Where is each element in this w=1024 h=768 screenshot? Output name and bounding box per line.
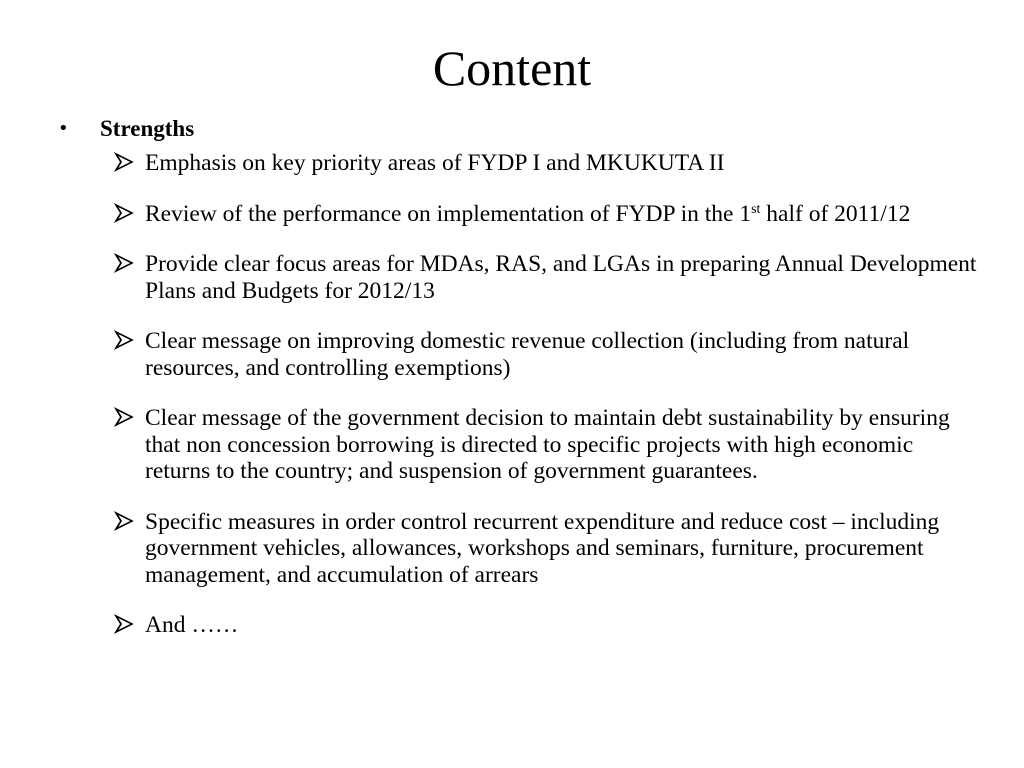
arrowhead-bullet-icon (113, 252, 135, 274)
slide-title: Content (432, 40, 592, 96)
section-heading: Strengths (100, 116, 195, 141)
list-item (113, 405, 983, 485)
list-item (113, 251, 983, 304)
arrowhead-bullet-icon (113, 406, 135, 428)
ordinal-superscript: st (751, 201, 761, 217)
list-item (113, 612, 983, 639)
list-item (113, 150, 983, 177)
arrowhead-bullet-icon (113, 613, 135, 635)
list-item (113, 328, 983, 381)
list-item-text: Clear message of the government decision to maintain debt sustainability by ensuring that non concession borrowing is directed to specific projects with high economic returns to the country; and suspension of government guarantees. (145, 405, 950, 484)
arrowhead-bullet-icon (113, 329, 135, 351)
list-item-text: And …… (145, 612, 239, 638)
strengths-list (113, 150, 983, 663)
list-item-text (145, 201, 910, 227)
list-item-text: Clear message on improving domestic revenue collection (including from natural resources, and controlling exemptions) (145, 328, 910, 381)
list-item-text: Provide clear focus areas for MDAs, RAS, and LGAs in preparing Annual Development Plans and Budgets for 2012/13 (145, 251, 977, 304)
bullet-dot: • (58, 118, 69, 139)
arrowhead-bullet-icon (113, 510, 135, 532)
list-item (113, 509, 983, 589)
list-item-text: Specific measures in order control recurrent expenditure and reduce cost – including government vehicles, allowances, workshops and seminars, furniture, procurement management, and accumulation of arrears (145, 508, 940, 588)
list-item-text-after: half of 2011/12 (760, 200, 911, 227)
list-item-text-before: Review of the performance on implementation of FYDP in the 1 (145, 200, 752, 227)
arrowhead-bullet-icon (113, 151, 135, 173)
list-item (113, 201, 983, 228)
list-item-text: Emphasis on key priority areas of FYDP I and MKUKUTA II (145, 150, 725, 176)
arrowhead-bullet-icon (113, 202, 135, 224)
